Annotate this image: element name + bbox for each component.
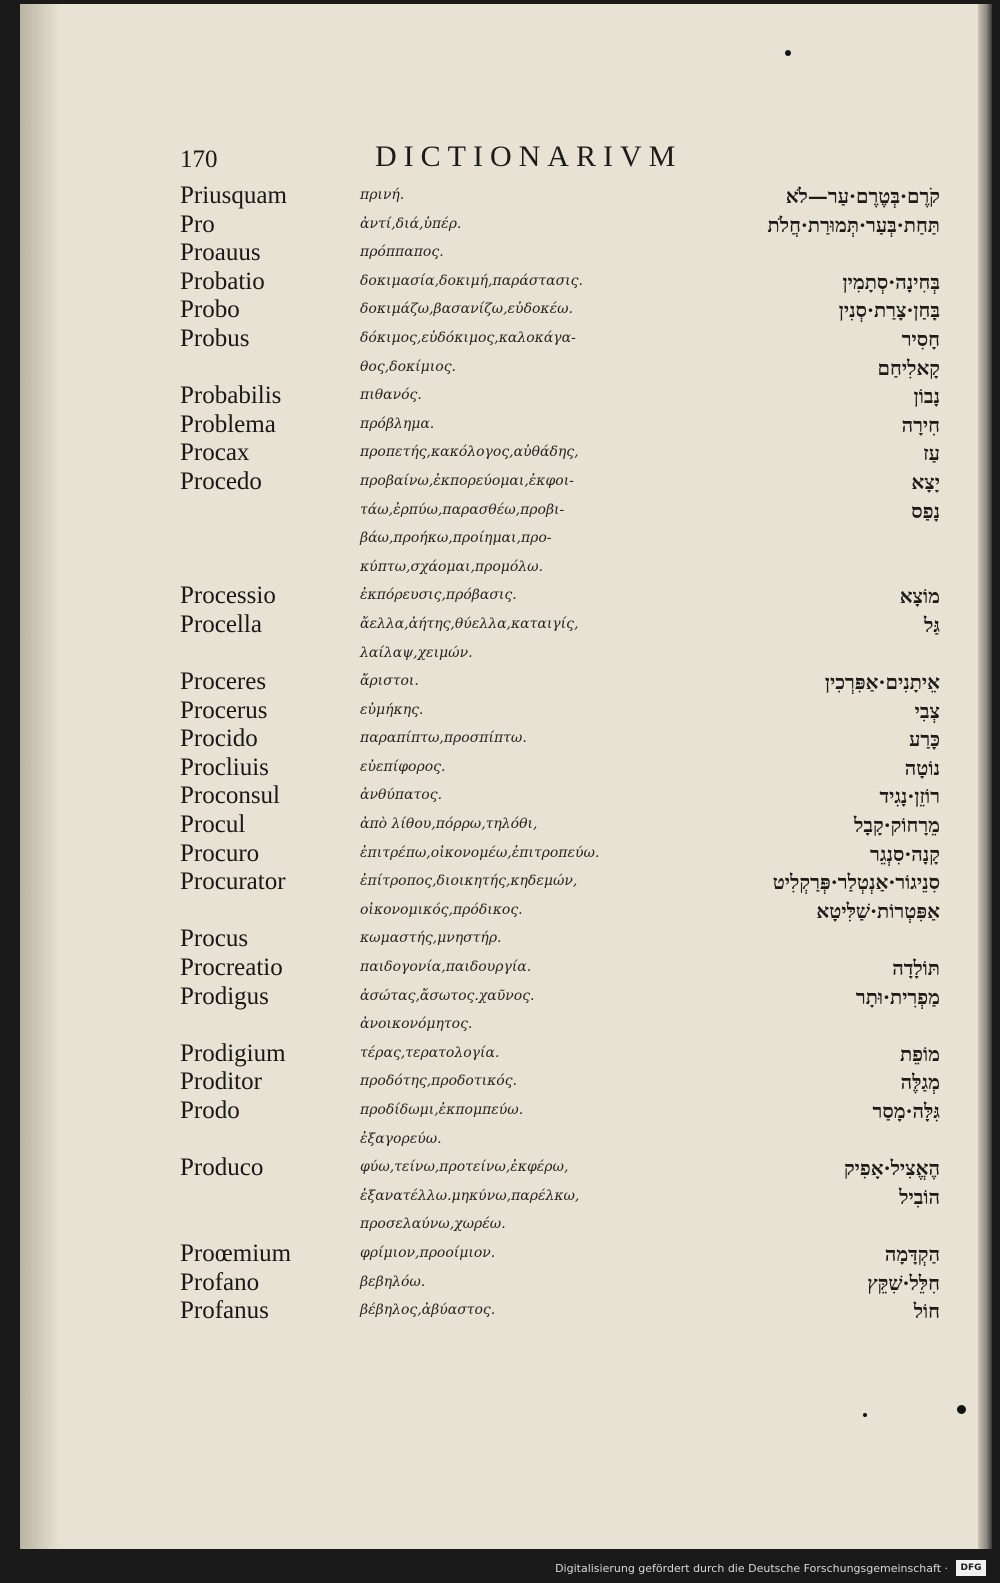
entry-line (20, 1068, 978, 1101)
hebrew-equivalent: קָנָה·סִנְגֵר (870, 841, 940, 866)
hebrew-equivalent: אֵיתָנִים·אַפִּרְכִין (824, 670, 940, 695)
greek-equivalent: ἀσώτας,ἄσωτος.χαῦνος. (360, 987, 535, 1004)
dictionary-entry (20, 1154, 978, 1244)
latin-headword: Procus (180, 925, 249, 953)
greek-equivalent: δόκιμος,εὐδόκιμος,καλοκάγα- (360, 329, 576, 346)
greek-equivalent: ἀπὸ λίθου,πόρρω,τηλόθι, (360, 816, 538, 833)
hebrew-equivalent: הֶאֱצִיל·אָפִיק (843, 1156, 940, 1181)
latin-headword: Probo (180, 296, 240, 324)
book-page (20, 4, 978, 1549)
hebrew-equivalent: נָבוֹן (913, 384, 940, 409)
latin-headword: Processio (180, 582, 276, 610)
dictionary-entry (20, 267, 978, 301)
greek-equivalent: βεβηλόω. (360, 1273, 426, 1290)
latin-headword: Prodo (180, 1097, 240, 1124)
dictionary-entry (20, 811, 978, 844)
hebrew-equivalent: מַפְרִית·וּתָר (855, 984, 940, 1009)
dictionary-entry (20, 467, 978, 586)
greek-equivalent: ἐπιτρέπω,οἰκονομέω,ἐπιτροπεύω. (360, 844, 600, 861)
latin-headword: Procido (180, 725, 258, 753)
entry-line (20, 182, 978, 215)
greek-equivalent: πρόππαπος. (360, 244, 444, 261)
dictionary-entry (20, 296, 978, 329)
dictionary-entry (20, 582, 978, 615)
hebrew-equivalent: חוֹל (913, 1299, 940, 1324)
entry-line (20, 1239, 978, 1273)
entry-line (20, 725, 978, 758)
latin-headword: Procella (180, 610, 262, 638)
hebrew-equivalent: בְּחִינָה·סְתָמִין (842, 269, 940, 294)
entry-line (20, 610, 978, 644)
entry-line (20, 382, 978, 415)
dictionary-entry (20, 210, 978, 244)
entry-line (20, 1097, 978, 1130)
greek-equivalent: εὐμήκης. (360, 701, 424, 718)
hebrew-equivalent: חִירָה (901, 412, 940, 437)
page-header (20, 142, 978, 178)
latin-headword: Proœmium (180, 1239, 292, 1267)
greek-equivalent: προπετής,κακόλογος,αὐθάδης, (360, 444, 579, 461)
hebrew-equivalent: יָצָא (911, 469, 940, 494)
entry-line (20, 868, 978, 901)
latin-headword: Problema (180, 410, 276, 438)
greek-equivalent: τέρας,τερατολογία. (360, 1044, 500, 1061)
latin-headword: Proconsul (180, 782, 280, 810)
hebrew-equivalent: הוֹבִיל (899, 1184, 940, 1209)
page-number: 170 (180, 146, 218, 173)
entry-line (20, 1268, 978, 1302)
greek-equivalent: τάω,ἐρπύω,παρασθέω,προβι- (360, 501, 565, 518)
greek-equivalent: κύπτω,σχάομαι,προμόλω. (360, 558, 544, 575)
latin-headword: Probabilis (180, 382, 282, 410)
hebrew-equivalent: תּוֹלָדָה (892, 956, 940, 981)
greek-equivalent: δοκιμασία,δοκιμή,παράστασις. (360, 272, 583, 289)
dictionary-entry (20, 954, 978, 987)
hebrew-equivalent: סִנֵיגוֹר·אַנְטְלַר·פְּרַקְלִיט (772, 870, 940, 895)
greek-equivalent: προδότης,προδοτικός. (360, 1073, 517, 1090)
greek-equivalent: πρινή. (360, 187, 405, 203)
greek-equivalent: οἰκονομικός,πρόδικος. (360, 901, 523, 918)
entry-line (20, 267, 978, 301)
latin-headword: Profano (180, 1268, 260, 1296)
hebrew-equivalent: אַפִּטְרוֹת·שַׁלִּיטָא (816, 898, 940, 923)
hebrew-equivalent: מוֹצָא (899, 584, 940, 609)
greek-equivalent: κωμαστής,μνηστήρ. (360, 930, 502, 947)
entry-line (20, 1215, 978, 1244)
greek-equivalent: ἐπίτροπος,διοικητής,κηδεμών, (360, 873, 578, 890)
latin-headword: Prodigus (180, 982, 269, 1010)
latin-headword: Procliuis (180, 753, 269, 781)
entry-line (20, 210, 978, 244)
dictionary-entry (20, 982, 978, 1044)
latin-headword: Procax (180, 439, 250, 467)
entry-line (20, 782, 978, 815)
greek-equivalent: παραπίπτω,προσπίπτω. (360, 730, 527, 747)
ink-spot (957, 1405, 966, 1414)
latin-headword: Probatio (180, 267, 265, 295)
ink-spot (785, 50, 791, 56)
greek-equivalent: φρίμιον,προοίμιον. (360, 1244, 496, 1261)
entry-line (20, 529, 978, 558)
latin-headword: Profanus (180, 1297, 269, 1325)
entry-line (20, 296, 978, 329)
latin-headword: Procerus (180, 696, 268, 724)
greek-equivalent: φύω,τείνω,προτείνω,ἐκφέρω, (360, 1159, 569, 1176)
greek-equivalent: θος,δοκίμιος. (360, 358, 456, 375)
footer-bar (0, 1549, 1000, 1583)
entry-line (20, 355, 978, 387)
hebrew-equivalent: גַּל (924, 612, 940, 637)
dictionary-entry (20, 782, 978, 815)
entry-line (20, 467, 978, 501)
entry-line (20, 668, 978, 701)
dictionary-entry (20, 1039, 978, 1073)
greek-equivalent: ἄελλα,ἀήτης,θύελλα,καταιγίς, (360, 615, 579, 632)
hebrew-equivalent: מֵרָחוֹק·קָבָל (854, 813, 940, 838)
hebrew-equivalent: רוֹזֵן·נָגִיד (879, 784, 940, 809)
hebrew-equivalent: נָפַס (911, 498, 940, 523)
latin-headword: Procreatio (180, 954, 283, 982)
hebrew-equivalent: עַז (923, 441, 940, 466)
entry-line (20, 582, 978, 615)
dictionary-entry (20, 324, 978, 386)
greek-equivalent: δοκιμάζω,βασανίζω,εὐδοκέω. (360, 301, 573, 318)
dictionary-entry (20, 382, 978, 415)
dictionary-entry (20, 668, 978, 701)
entry-line (20, 644, 978, 673)
latin-headword: Procurator (180, 868, 286, 896)
hebrew-equivalent: חָסִיר (901, 326, 940, 351)
entry-line (20, 898, 978, 930)
dictionary-entry (20, 182, 978, 215)
dictionary-entry (20, 439, 978, 472)
dictionary-entry (20, 725, 978, 758)
dictionary-entry (20, 839, 978, 873)
hebrew-equivalent: נוֹטָה (904, 755, 940, 780)
dictionary-entry (20, 925, 978, 958)
dictionary-entry (20, 239, 978, 272)
greek-equivalent: προσελαύνω,χωρέω. (360, 1216, 506, 1233)
entry-line (20, 324, 978, 358)
hebrew-equivalent: קָאלִיחַם (877, 355, 940, 380)
greek-equivalent: βάω,προήκω,προίημαι,προ- (360, 530, 552, 547)
scan-edge (978, 4, 992, 1549)
entry-line (20, 1130, 978, 1159)
greek-equivalent: ἀντί,διά,ὑπέρ. (360, 215, 462, 232)
latin-headword: Pro (180, 210, 215, 238)
entry-line (20, 982, 978, 1016)
hebrew-equivalent: תַּחַת·בְּעַר·תְּמוּרַת·חֲלֹת (767, 212, 940, 237)
dictionary-entry (20, 1297, 978, 1330)
hebrew-equivalent: חִלֵּל·שִׁקֵּץ (867, 1270, 940, 1295)
dictionary-entry (20, 868, 978, 929)
latin-headword: Procuro (180, 839, 260, 867)
entry-line (20, 1015, 978, 1044)
latin-headword: Procul (180, 811, 246, 839)
dictionary-entry (20, 1239, 978, 1273)
ink-spot (863, 1413, 867, 1417)
dictionary-entry (20, 1068, 978, 1101)
greek-equivalent: προδίδωμι,ἐκπομπεύω. (360, 1102, 524, 1118)
greek-equivalent: ἐξαγορεύω. (360, 1130, 442, 1147)
funding-credit: Digitalisierung gefördert durch die Deutsche Forschungsgemeinschaft · (555, 1562, 948, 1575)
dfg-logo: DFG (956, 1560, 986, 1576)
hebrew-equivalent: מוֹפֵת (899, 1041, 940, 1066)
latin-headword: Proauus (180, 239, 261, 267)
entry-line (20, 558, 978, 587)
dictionary-entry (20, 410, 978, 444)
entry-line (20, 1039, 978, 1073)
greek-equivalent: ἄριστοι. (360, 673, 419, 690)
entry-line (20, 1154, 978, 1187)
greek-equivalent: ἀνοικονόμητος. (360, 1016, 473, 1033)
dictionary-entry (20, 1097, 978, 1158)
hebrew-equivalent: בָּחַן·צָרַת·סְנִין (838, 298, 940, 323)
latin-headword: Procedo (180, 467, 262, 495)
dictionary-entry (20, 1268, 978, 1302)
latin-headword: Probus (180, 324, 250, 352)
entry-line (20, 439, 978, 472)
dictionary-entry (20, 753, 978, 787)
hebrew-equivalent: הַקְדָּמָה (884, 1241, 940, 1266)
hebrew-equivalent: צְבִי (914, 698, 940, 723)
entry-line (20, 410, 978, 444)
greek-equivalent: εὐεπίφορος. (360, 758, 446, 775)
entry-line (20, 239, 978, 272)
greek-equivalent: λαίλαψ,χειμών. (360, 644, 473, 661)
latin-headword: Proceres (180, 668, 267, 696)
entry-line (20, 1297, 978, 1330)
greek-equivalent: πιθανός. (360, 387, 422, 404)
dictionary-entry (20, 610, 978, 672)
dictionary-entry (20, 696, 978, 730)
entry-line (20, 954, 978, 987)
entry-line (20, 696, 978, 730)
hebrew-equivalent: קֹרֶם·בְּטֶרֶם·עַר—לֹא (785, 184, 940, 208)
greek-equivalent: βέβηλος,ἀβύαστος. (360, 1302, 496, 1319)
latin-headword: Proditor (180, 1068, 262, 1096)
running-title: DICTIONARIVM (375, 140, 683, 173)
entry-line (20, 811, 978, 844)
entry-line (20, 839, 978, 873)
entry-line (20, 753, 978, 787)
entry-line (20, 1184, 978, 1216)
entry-line (20, 498, 978, 530)
hebrew-equivalent: מְגַלֶּה (900, 1070, 940, 1095)
entry-line (20, 925, 978, 958)
latin-headword: Priusquam (180, 182, 287, 209)
greek-equivalent: πρόβλημα. (360, 415, 435, 432)
hebrew-equivalent: כָּרַע (909, 727, 940, 752)
greek-equivalent: παιδογονία,παιδουργία. (360, 959, 532, 976)
greek-equivalent: ἀνθύπατος. (360, 787, 443, 804)
dictionary-entries (20, 182, 978, 1330)
greek-equivalent: προβαίνω,ἐκπορεύομαι,ἐκφοι- (360, 472, 574, 489)
latin-headword: Produco (180, 1154, 264, 1182)
hebrew-equivalent: גִּלָּה·מָסַר (872, 1099, 940, 1123)
greek-equivalent: ἐξανατέλλω.μηκύνω,παρέλκω, (360, 1187, 580, 1204)
greek-equivalent: ἐκπόρευσις,πρόβασις. (360, 587, 517, 604)
latin-headword: Prodigium (180, 1039, 286, 1067)
